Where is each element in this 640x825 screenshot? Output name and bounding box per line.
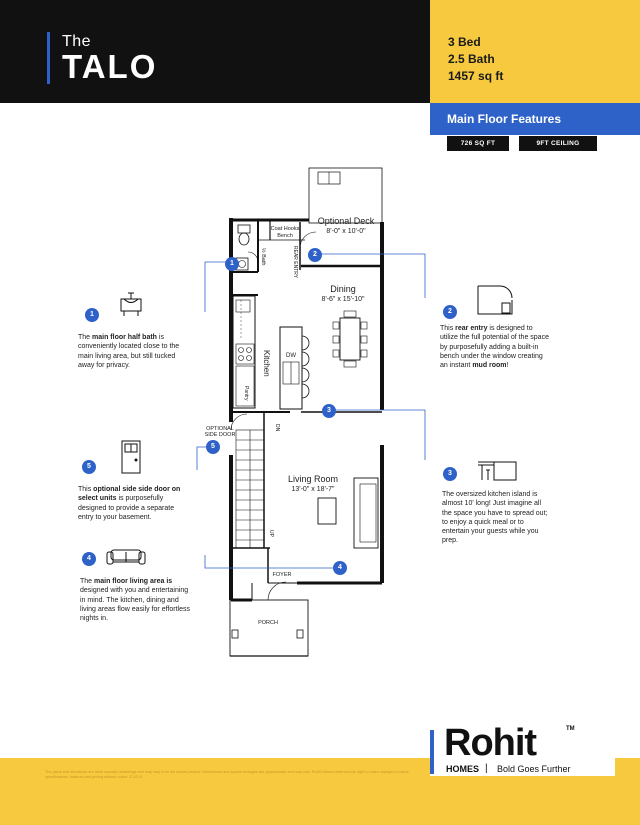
rear-entry-label: REAR ENTRY	[292, 246, 298, 279]
foyer-door	[252, 582, 286, 600]
deck-outline	[309, 168, 382, 223]
plan-marker-4: 4	[333, 561, 347, 575]
feature-3-description: The oversized kitchen island is almost 10' long! Just imagine all the space you have to spread out; to enjoy a quick meal or to entertain your guests while you prep.	[442, 491, 548, 545]
bench-label: Bench	[277, 233, 293, 239]
trademark-mark: TM	[566, 726, 575, 732]
feature-4-description: The main floor living area is designed with you and entertaining in mind. The kitchen, dining and living areas flow easily for effortless nights in.	[80, 578, 190, 623]
feature-marker-2: 2	[443, 305, 457, 319]
dining-dimensions: 8'-6" x 15'-10"	[321, 296, 365, 303]
feature-marker-5: 5	[82, 460, 96, 474]
rear-door-swing	[300, 232, 316, 248]
kitchen-island	[280, 327, 309, 409]
sofa-icon	[107, 550, 145, 564]
brand-logo: Rohit	[444, 722, 537, 764]
model-title-prefix: The	[62, 33, 92, 50]
kitchen-island-icon	[478, 462, 516, 480]
kitchen-label: Kitchen	[262, 350, 271, 377]
legal-disclaimer: The plans and elevations are artist concept renderings and may vary from the actual product. Dimensions and square footages are approximate and may vary. Rohit Homes reserves the right to make changes to plans, specifications, features and pricing without notice. E.&O.E.	[45, 770, 410, 779]
brand-tagline: Bold Goes Further	[497, 764, 571, 774]
dining-table	[333, 311, 367, 367]
deck-label: Optional Deck	[317, 216, 375, 226]
optional-side-door-label-2: SIDE DOOR	[204, 432, 236, 438]
porch-outline	[230, 600, 308, 656]
feature-marker-1: 1	[85, 308, 99, 322]
logo-accent-bar	[430, 730, 434, 774]
feature-2-description: This rear entry is designed to utilize the full potential of the space by purposefully adding a built-in bench under the window creating an instant mud room!	[440, 325, 549, 370]
dishwasher-label: DW	[286, 353, 296, 359]
deck-dimensions: 8'-0" x 10'-0"	[326, 228, 366, 235]
dining-label: Dining	[330, 284, 356, 294]
pantry-label: Pantry	[243, 386, 249, 401]
brand-subtitle: HOMES	[446, 764, 480, 774]
feature-marker-4: 4	[82, 552, 96, 566]
features-heading: Main Floor Features	[447, 112, 562, 126]
half-bath-label: ½ Bath	[260, 248, 266, 266]
stairs-down-label: DN	[274, 424, 280, 432]
living-room-label: Living Room	[287, 474, 339, 484]
stairs-up-label: UP	[268, 530, 274, 537]
side-door-icon	[122, 441, 140, 473]
feature-5-description: This optional side side door on select units is purposefully designed to provide a separate entry to your basement.	[78, 486, 181, 521]
rear-entry-plan-icon	[478, 286, 512, 314]
exterior-walls	[231, 218, 382, 600]
brand-separator: |	[485, 763, 488, 774]
badge-square-footage: 726 SQ FT	[447, 136, 509, 151]
interior-walls	[231, 220, 382, 583]
half-bath-fixtures	[236, 225, 258, 270]
model-title: TALO	[62, 48, 158, 85]
feature-marker-3: 3	[443, 467, 457, 481]
optional-side-door-label-1: OPTIONAL	[206, 426, 234, 432]
plan-marker-2: 2	[308, 248, 322, 262]
plan-marker-1: 1	[225, 257, 239, 271]
feature-1-description: The main floor half bath is conveniently located close to the main living area, but still tucked away for privacy.	[78, 334, 180, 369]
living-room-dimensions: 13'-0" x 18'-7"	[291, 486, 335, 493]
coat-hooks-label: Coat Hooks	[270, 226, 300, 232]
foyer-label: FOYER	[272, 572, 292, 578]
badge-ceiling-height: 9FT CEILING	[519, 136, 597, 151]
spec-baths: 2.5 Bath	[448, 52, 495, 66]
spec-area: 1457 sq ft	[448, 69, 504, 83]
porch-label: PORCH	[258, 620, 278, 626]
sink-vanity-icon	[121, 293, 141, 316]
plan-marker-3: 3	[322, 404, 336, 418]
spec-beds: 3 Bed	[448, 35, 481, 49]
stairs	[236, 430, 264, 548]
plan-marker-5: 5	[206, 440, 220, 454]
